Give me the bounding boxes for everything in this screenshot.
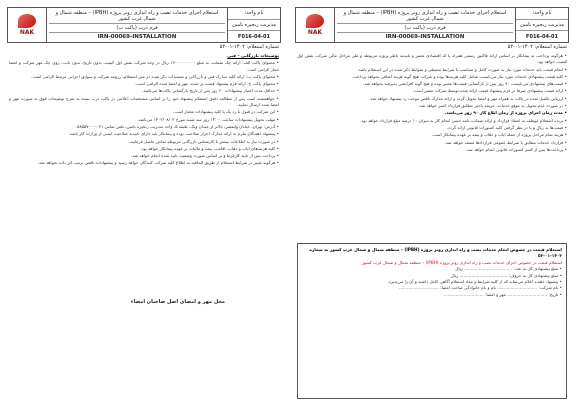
- logo-mark-icon: [306, 14, 324, 28]
- right-company-logo: [296, 8, 335, 42]
- right-form-code: F016-04-01: [526, 33, 558, 40]
- quote-red-line: استعلام قیمت در خصوص اجرای خدمات نصب و راه اندازی روتر پروژه (IPBH) – منطقه شمال و شمال غرب کشور: [361, 259, 562, 265]
- left-signature-line: محل مهر و امضای اصل صاحبان امضاء: [130, 299, 225, 305]
- right-paragraph: • ارزیابی تکمیل شده در پاکت به همراه مهر و امضا تحویل گردد و ارائه مدارک ناقص موجب رد پیشنهاد خواهد شد.: [369, 95, 567, 101]
- right-header-title-block: [335, 8, 516, 42]
- left-header-title: استعلام اجرای خدمات نصب و راه اندازی روتر پروژه (IPBH) – منطقه شمال و شمال غرب کشور: [49, 9, 225, 24]
- right-body-text: [297, 53, 567, 154]
- left-paragraph: • آدرس: تهران، خیابان ولیعصر، بالاتر از میدان ونک، طبقه ۵، واحد مدیریت زنجیره تامین، تلفن تماس ۰۲۱-۸۸۵۵۷۰۰۰.: [75, 123, 279, 129]
- quote-line: • نام شرکت: .............................. نام و نام خانوادگی صاحب امضا: ..............................: [398, 285, 562, 291]
- right-header-title: استعلام اجرای خدمات نصب و راه اندازی روتر پروژه (IPBH) – منطقه شمال و شمال غرب کشور: [337, 9, 513, 24]
- quote-line: • تاریخ: .............................. مهر و امضا: ..............................: [443, 291, 562, 297]
- right-header-code: IRN-00069-INSTALLATION: [385, 34, 465, 40]
- left-paragraph: • حداقل مدت اعتبار پیشنهادات ۶۰ روز پس از تاریخ بازگشایی پاکت‌ها می‌باشد.: [141, 88, 279, 94]
- right-paragraph: • قرارداد خدمات مطابق با شرایط عمومی قراردادها منعقد خواهد شد.: [444, 139, 567, 145]
- left-header-form-name: فرم درب (پاکت ب): [49, 24, 225, 33]
- right-paragraph: • ارائه قیمت پیشنهادی صرفا در فرم پیشنهاد قیمت ارائه شده توسط شرکت معتبر است.: [412, 88, 567, 94]
- logo-text: NAK: [307, 29, 323, 36]
- logo-text: NAK: [19, 29, 35, 36]
- left-paragraph: • هرگونه تغییر در شرایط استعلام از طریق الحاقیه به اطلاع کلیه شرکت کنندگان خواهد رسید و پیشنهادات ناقص ترتیب اثر داده نخواهد شد.: [37, 160, 279, 166]
- right-paragraph: • قیمت‌های پیشنهادی می‌بایست ۹۰ روز پس از بازگشایی قیمت‌ها معتبر بوده و هیچ گونه افزایشی پذیرفته نخواهد شد.: [363, 81, 567, 87]
- right-header-form-name: فرم درب (پاکت ب): [337, 24, 513, 33]
- left-paragraph: • کلیه هزینه‌های ایاب و ذهاب، اقامت، بیمه و مالیات بر عهده پیمانکار خواهد بود.: [140, 145, 279, 151]
- left-header-meta: [228, 8, 280, 42]
- right-document-page: [291, 3, 573, 403]
- quote-line: • پیشنهاد دهنده اعلام می‌نماید که از کلیه شرایط و مفاد استعلام آگاهی کامل داشته و آن را می‌پذیرد.: [387, 279, 562, 285]
- left-dept-label: نام واحد:: [228, 8, 280, 20]
- left-paragraph: • محتوای پاکت ج: ارائه فرم پیشنهاد قیمت پر شده، مهر و امضا شده الزامی است.: [134, 81, 279, 87]
- right-paragraph: • پرداخت‌ها پس از کسر کسورات قانونی انجام خواهد شد.: [465, 146, 567, 152]
- left-paragraph: • پرداخت پس از تایید کارفرما و بر اساس صورت وضعیت تایید شده انجام خواهد شد.: [131, 153, 279, 159]
- right-header-meta: [516, 8, 568, 42]
- left-body-text: [9, 53, 279, 168]
- right-dept-label: نام واحد:: [516, 8, 568, 20]
- quote-heading: استعلام قیمت در خصوص انجام خدمات نصب و راه اندازی روتر پروژه (IPBH) – منطقه شمال و شمال غرب کشور به شماره ۱۴۰۲-۰۱-۵۲: [309, 247, 562, 259]
- left-company-logo: [8, 8, 47, 42]
- right-paragraph: • هرگونه پرداخت به پیمانکار بر اساس ارائه فاکتور رسمی همراه با کد اقتصادی معتبر و تاییدیه ناظر پروژه مربوطه و طی مراحل مالی شرکت نقش اول کیفیت خواهد بود.: [297, 53, 567, 65]
- right-paragraph: • کلیه قیمت پیشنهادی خدمات مورد نیاز می‌بایست شامل کلیه هزینه‌ها بوده و شرکت هیچ گونه هزینه اضافی نخواهد پرداخت.: [351, 73, 567, 79]
- right-paragraph: • هزینه تمام مراحل پروژه از جمله ایاب و ذهاب و بیمه بر عهده پیمانکار است.: [431, 132, 567, 138]
- right-paragraph: • قیمت‌ها به ریال و با در نظر گرفتن کلیه کسورات قانونی ارائه گردد.: [446, 124, 567, 130]
- right-contract-number: شماره استعلام: ۱۴۰۲-۰۱-۵۲: [507, 44, 567, 50]
- left-contract-number: شماره استعلام: ۱۴۰۲-۰۱-۵۲: [219, 44, 279, 50]
- right-paragraph: • در صورت عدم تحویل به موقع خدمات، جریمه تاخیر مطابق قرارداد کسر خواهد شد.: [418, 103, 567, 109]
- right-dept-value: مدیریت زنجیره تامین: [516, 20, 568, 32]
- left-document-page: [3, 3, 285, 403]
- left-paragraph: • این شرکت در قبول یا رد یک یا کلیه پیشنهادات مختار است.: [172, 109, 279, 115]
- right-header-table: [295, 7, 569, 43]
- left-form-code: F016-04-01: [238, 33, 270, 40]
- left-paragraph: • محتوای پاکت الف: ارائه چک ضمانت به مبلغ ۱۶۰۰۰۰۰۰۰۰۰ ریال در وجه شرکت نقش اول کیفیت بدون تاریخ، بدون بابت، روی چک مهر شرکت و امضا مجاز الزامی است.: [9, 60, 280, 72]
- left-paragraph: • در صورت نیاز به اطلاعات بیشتر با کارشناس بازرگانی مربوطه تماس حاصل فرمایید.: [128, 138, 279, 144]
- logo-mark-icon: [18, 14, 36, 28]
- left-header-table: [7, 7, 281, 43]
- right-paragraph: • انجام قیمت باید خدمات مورد نیاز به صورت کامل و متناسب با شرایط محیطی و ضوابط ذکر شده در این استعلام باشد.: [357, 66, 567, 72]
- quote-line: • مبلغ پیشنهادی کل به حروف: .................................... ریال: [450, 272, 562, 278]
- left-dept-value: مدیریت زنجیره تامین: [228, 20, 280, 32]
- quote-line: • مبلغ پیشنهادی کل به عدد: .................................... ریال: [455, 266, 562, 272]
- price-quote-box: [297, 243, 567, 399]
- left-header-code: IRN-00069-INSTALLATION: [97, 34, 177, 40]
- left-paragraph: • مهلت تحویل پیشنهادات ساعت ۱۴:۰۰ روز سه شنبه مورخ ۱۴۰۲/۰۸/۰۲ می‌باشد.: [137, 116, 279, 122]
- right-paragraph: • برنده استعلام موظف به انعقاد قرارداد و ارائه ضمانت نامه حسن انجام کار به میزان ۱۰ درصد مبلغ قرارداد خواهد بود.: [360, 117, 567, 123]
- left-header-title-block: [47, 8, 228, 42]
- left-paragraph: • محتوای پاکت ب: ارائه کلیه مدارک فنی و بازرگانی و مستندات ذکر شده در متن استعلام، رزومه شرکت و سوابق اجرایی مرتبط الزامی است.: [31, 73, 279, 79]
- left-section-title: توضیحات بازرگانی – فنی: [227, 53, 279, 58]
- left-paragraph: • پیشنهاد دهندگان ملزم به ارائه مدارک احراز صلاحیت بوده و پیمانکار باید دارای تاییدیه صلاحیت ایمنی از وزارت کار باشد.: [68, 131, 279, 137]
- left-paragraph: • خواهشمند است پس از مطالعه دقیق استعلام پیشنهاد خود را بر اساس مشخصات اعلامی در پاکت درب بسته به شرح توضیحات فوق به صورت مهر و امضا شده ارسال نمایید.: [9, 95, 279, 108]
- right-paragraph-bold: • مدت زمان اجرای پروژه از زمان ابلاغ کار ۹۰ روز می‌باشد.: [444, 110, 567, 116]
